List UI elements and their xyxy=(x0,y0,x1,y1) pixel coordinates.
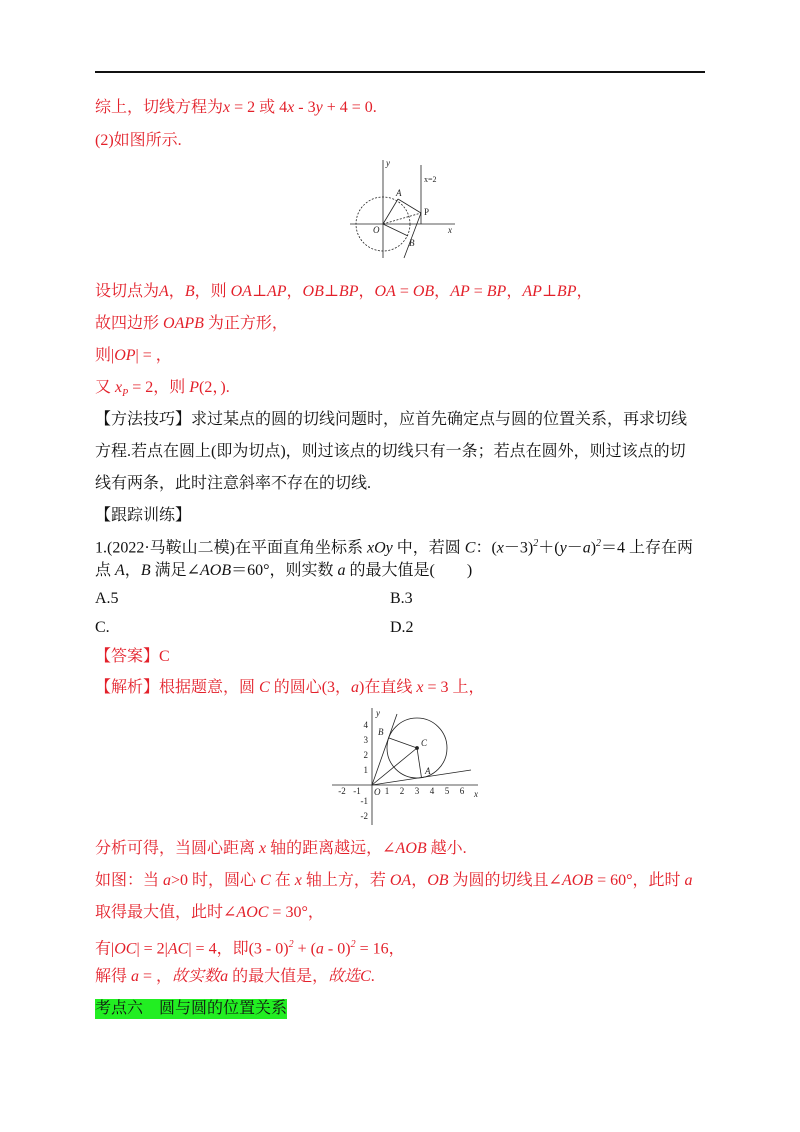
text-segment: 轴的距离越远，∠ xyxy=(266,840,396,857)
text-line xyxy=(95,378,230,404)
text-segment: 的最大值是， xyxy=(228,968,329,985)
text-segment: ⊥ xyxy=(541,283,557,300)
x-tick-label: 5 xyxy=(444,786,450,796)
math-text: AP xyxy=(450,283,470,300)
math-text: xOy xyxy=(367,539,393,557)
math-text: a xyxy=(582,539,591,557)
text-line xyxy=(95,410,687,430)
math-text: x xyxy=(115,379,123,396)
y-tick-label: 2 xyxy=(363,750,368,760)
text-segment: = 2 或 4 xyxy=(230,99,288,116)
text-segment: 为圆的切线且∠ xyxy=(448,872,562,889)
fig1-y-label: y xyxy=(386,158,390,168)
y-tick-label: -2 xyxy=(360,811,368,821)
text-segment: (2，). xyxy=(199,379,230,396)
math-text: C xyxy=(259,679,270,696)
math-text: x xyxy=(496,539,504,557)
text-segment: )在直线 xyxy=(359,679,417,696)
fig1-line-label: x=2 xyxy=(424,175,437,184)
text-segment: ＝60°，则实数 xyxy=(231,562,338,579)
y-tick-label: -1 xyxy=(360,796,368,806)
math-text: C xyxy=(464,539,476,557)
x-tick-label: -2 xyxy=(338,786,346,796)
text-line xyxy=(95,282,592,302)
text-segment: 考点六 圆与圆的位置关系 xyxy=(95,1000,288,1017)
text-segment: 点 xyxy=(95,562,116,579)
text-segment: ， xyxy=(124,562,141,579)
text-segment: －3) xyxy=(503,539,534,557)
x-tick-label: 3 xyxy=(414,786,420,796)
text-segment: 越小. xyxy=(426,840,467,857)
text-line xyxy=(95,131,182,151)
text-segment: 【答案】C xyxy=(95,648,170,665)
math-text: a xyxy=(131,968,140,985)
text-segment: ， xyxy=(506,283,523,300)
text-segment: + ( xyxy=(293,940,316,958)
math-text: AC xyxy=(167,940,189,958)
text-line xyxy=(95,935,405,959)
text-segment: － xyxy=(566,539,583,557)
text-segment: ) xyxy=(590,539,597,557)
text-segment: ，则 xyxy=(194,283,231,300)
circle-tangent-figure xyxy=(325,705,485,827)
fig2-y-label: y xyxy=(376,708,380,718)
x-tick-label: 6 xyxy=(459,786,465,796)
text-segment: ， xyxy=(358,283,375,300)
math-text: BP xyxy=(486,283,507,300)
text-segment: = ， xyxy=(139,968,173,985)
text-segment: 分析可得，当圆心距离 xyxy=(95,840,260,857)
math-text: OA xyxy=(389,872,412,889)
math-text: x xyxy=(287,99,295,116)
text-line xyxy=(95,474,371,494)
fig1-o-label: O xyxy=(373,225,380,235)
math-text: AP xyxy=(522,283,542,300)
fig1-p-label: P xyxy=(424,207,430,217)
fig1-a-label: A xyxy=(396,188,402,198)
math-text: BP xyxy=(338,283,359,300)
tangent-square-figure xyxy=(340,155,460,260)
math-text: AP xyxy=(266,283,287,300)
math-text: x xyxy=(223,99,231,116)
math-text: AOB xyxy=(395,840,427,857)
text-line xyxy=(95,534,693,558)
text-segment: 综上，切线方程为 xyxy=(95,99,224,116)
fig1-b-label: B xyxy=(409,238,415,248)
text-segment: ＝4 上存在两 xyxy=(601,539,694,557)
math-text: x xyxy=(259,840,267,857)
math-text: a xyxy=(315,940,324,958)
fig2-x-label: x xyxy=(474,789,478,799)
text-segment: >0 时，圆心 xyxy=(171,872,261,889)
text-segment: 方程.若点在圆上(即为切点)，则过该点的切线只有一条；若点在圆外，则过该点的切 xyxy=(95,443,686,460)
option-c: C. xyxy=(95,619,110,636)
text-segment: 解得 xyxy=(95,968,132,985)
option-b: B.3 xyxy=(390,590,413,607)
text-line xyxy=(95,314,288,334)
text-segment: = 60°，此时 xyxy=(593,872,685,889)
math-text: B xyxy=(184,283,195,300)
math-text: OA xyxy=(230,283,252,300)
fig2-b-label: B xyxy=(378,727,384,737)
text-segment: 在 xyxy=(270,872,295,889)
math-text: a xyxy=(220,968,229,985)
math-text: AOB xyxy=(200,562,232,579)
text-line xyxy=(95,346,172,366)
math-text: a xyxy=(163,872,172,889)
math-text: 2 xyxy=(596,538,602,549)
text-line xyxy=(95,871,693,891)
math-text: C xyxy=(360,968,371,985)
text-segment: | = ， xyxy=(135,347,172,364)
x-tick-label: 4 xyxy=(429,786,435,796)
text-segment: ＋( xyxy=(538,539,560,557)
text-segment: = 30°， xyxy=(268,904,324,921)
text-segment: 故四边形 xyxy=(95,315,164,332)
y-tick-label: 3 xyxy=(363,735,368,745)
text-segment: 的圆心(3， xyxy=(269,679,352,696)
math-text: OA xyxy=(374,283,396,300)
math-text: 故实数 xyxy=(172,968,221,985)
math-text: OB xyxy=(302,283,324,300)
text-segment: 有| xyxy=(95,940,115,958)
x-tick-label: -1 xyxy=(353,786,361,796)
math-text: BP xyxy=(556,283,577,300)
text-segment: - 0) xyxy=(323,940,351,958)
fig1-x-label: x xyxy=(448,225,452,235)
option-d: D.2 xyxy=(390,619,414,636)
text-segment: ， xyxy=(434,283,451,300)
text-segment: ， xyxy=(411,872,428,889)
fig2-c-label: C xyxy=(421,738,428,748)
text-segment: 1.(2022·马鞍山二模)在平面直角坐标系 xyxy=(95,539,367,557)
fig2-o-label: O xyxy=(374,787,381,797)
math-text: AOC xyxy=(236,904,269,921)
text-line xyxy=(95,903,324,923)
math-text: P xyxy=(122,388,129,400)
y-tick-label: 4 xyxy=(363,720,368,730)
text-line xyxy=(95,999,287,1019)
text-segment: | = 4，即(3 - 0) xyxy=(188,940,289,958)
text-segment: ， xyxy=(286,283,303,300)
math-text: y xyxy=(559,539,567,557)
text-line xyxy=(95,98,377,118)
text-segment: = 3 上， xyxy=(423,679,485,696)
math-text: OP xyxy=(114,347,136,364)
math-text: OB xyxy=(427,872,449,889)
math-text: 故选 xyxy=(328,968,361,985)
math-text: x xyxy=(294,872,302,889)
text-line xyxy=(95,647,170,667)
text-segment: ， xyxy=(168,283,185,300)
text-segment: = 2，则 xyxy=(128,379,190,396)
text-segment: ⊥ xyxy=(323,283,339,300)
header-rule xyxy=(95,71,705,73)
math-text: AOB xyxy=(561,872,594,889)
text-segment: + 4 = 0. xyxy=(322,99,377,116)
text-segment: - 3 xyxy=(294,99,316,116)
text-segment: 如图：当 xyxy=(95,872,164,889)
math-text: P xyxy=(189,379,200,396)
text-segment: ：( xyxy=(475,539,497,557)
text-segment: 设切点为 xyxy=(95,283,160,300)
text-segment: 中，若圆 xyxy=(392,539,465,557)
math-text: 2 xyxy=(288,939,294,950)
text-line xyxy=(95,561,472,581)
text-segment: ⊥ xyxy=(251,283,267,300)
text-segment: 【解析】根据题意，圆 xyxy=(95,679,260,696)
text-segment: (2)如图所示. xyxy=(95,132,182,149)
text-line xyxy=(95,442,686,462)
math-text: 2 xyxy=(533,538,539,549)
text-segment: 为正方形， xyxy=(203,315,288,332)
math-text: B xyxy=(140,562,151,579)
math-text: A xyxy=(115,562,125,579)
text-segment: . xyxy=(370,968,375,985)
text-segment: 【跟踪训练】 xyxy=(95,507,192,524)
text-segment: = 16， xyxy=(355,940,405,958)
text-segment: 轴上方，若 xyxy=(301,872,390,889)
math-text: 2 xyxy=(350,939,356,950)
text-segment: 满足∠ xyxy=(150,562,201,579)
text-segment: | = 2| xyxy=(136,940,168,958)
text-line xyxy=(95,506,191,526)
text-segment: 【方法技巧】求过某点的圆的切线问题时，应首先确定点与圆的位置关系，再求切线 xyxy=(95,411,688,428)
y-tick-label: 1 xyxy=(363,765,368,775)
text-segment: 的最大值是( ) xyxy=(345,562,473,579)
math-text: C xyxy=(260,872,271,889)
fig2-a-label: A xyxy=(425,766,431,776)
x-tick-label: 2 xyxy=(399,786,405,796)
text-segment: ， xyxy=(576,283,593,300)
math-text: a xyxy=(337,562,346,579)
text-segment: 则| xyxy=(95,347,115,364)
text-segment: 又 xyxy=(95,379,116,396)
x-tick-label: 1 xyxy=(384,786,390,796)
math-text: A xyxy=(159,283,169,300)
math-text: OAPB xyxy=(163,315,204,332)
math-text: a xyxy=(351,679,360,696)
math-text: x xyxy=(416,679,424,696)
math-text: OB xyxy=(412,283,435,300)
option-a: A.5 xyxy=(95,590,119,607)
text-line xyxy=(95,678,485,698)
text-segment: = xyxy=(469,283,487,300)
text-segment: = xyxy=(395,283,413,300)
text-segment: 取得最大值，此时∠ xyxy=(95,904,237,921)
math-text: OC xyxy=(114,940,137,958)
math-text: a xyxy=(684,872,693,889)
text-segment: 线有两条，此时注意斜率不存在的切线. xyxy=(95,475,372,492)
text-line xyxy=(95,839,467,859)
text-line xyxy=(95,967,375,987)
math-text: y xyxy=(315,99,323,116)
